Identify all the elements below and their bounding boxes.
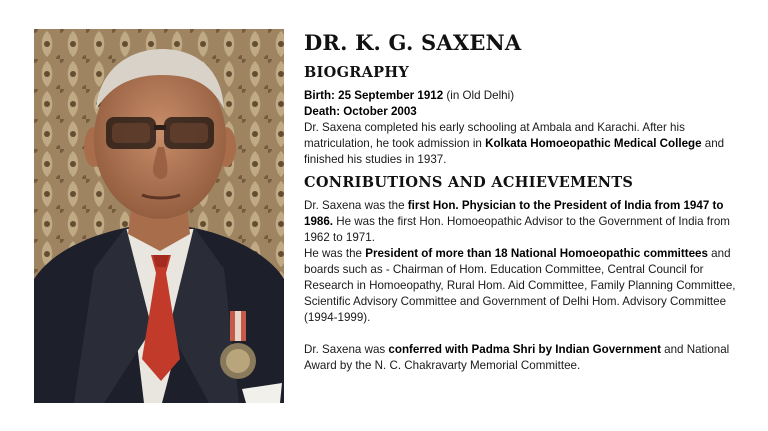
death-line [304,104,736,120]
education-college: Kolkata Homoeopathic Medical College [485,137,702,150]
education-text-1: Dr. Saxena completed his early schooling at Ambala and Karachi. After his matriculation, he took admission in [304,121,685,150]
awards-paragraph [304,342,736,374]
education-paragraph [304,120,736,168]
biography-heading: BIOGRAPHY [304,64,410,81]
death-label: Death: October 2003 [304,105,417,118]
committees-text-2: and boards such as - Chairman of Hom. Education Committee, Central Council for Research in Homoeopathy, Rural Hom. Aid Committee, Family Planning Committee, Scientific Advisory Committee and Government of Delhi Hom. Advisory Committee (1994-1999). [304,247,736,324]
physician-paragraph [304,198,736,246]
committees-paragraph [304,246,736,326]
education-text-2: and finished his studies in 1937. [304,137,725,166]
awards-text-2: and National Award by the N. C. Chakravarty Memorial Committee. [304,343,730,372]
paragraph-spacer [304,326,736,342]
birth-label: Birth: 25 September 1912 [304,89,444,102]
committees-highlight: President of more than 18 National Homoeopathic committees [365,247,708,260]
portrait-photo [34,29,284,403]
awards-text-1: Dr. Saxena was [304,343,389,356]
biography-panel [304,30,736,374]
person-name: DR. K. G. SAXENA [304,30,522,55]
committees-text-1: He was the [304,247,366,260]
contributions-heading: CONRIBUTIONS AND ACHIEVEMENTS [304,174,634,191]
physician-text-2: He was the first Hon. Homoeopathic Advisor to the Government of India from 1962 to 1971. [304,215,730,244]
physician-text-1: Dr. Saxena was the [304,199,408,212]
physician-highlight: first Hon. Physician to the President of India from 1947 to 1986. [304,199,724,228]
awards-highlight: conferred with Padma Shri by Indian Government [388,343,661,356]
birth-note: (in Old Delhi) [443,89,515,102]
birth-line [304,88,736,104]
